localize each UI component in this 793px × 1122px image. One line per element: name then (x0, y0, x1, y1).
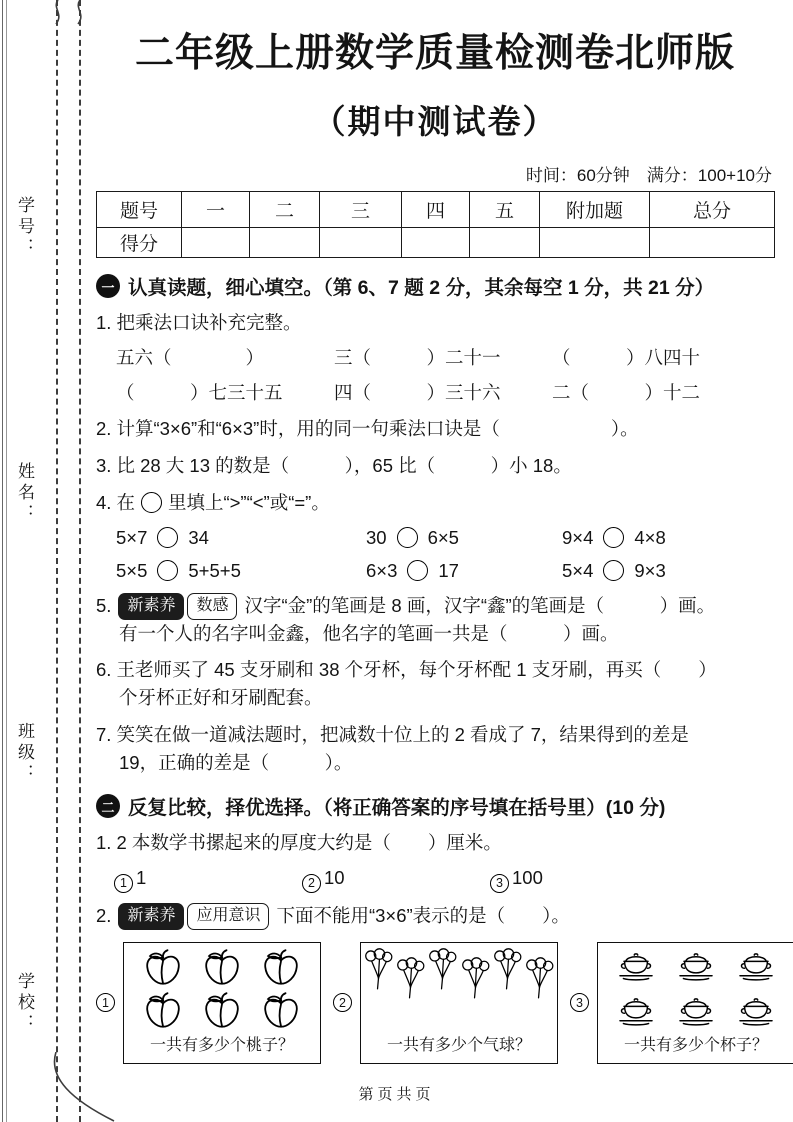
question-text: 汉字“金”的笔画是 8 画，汉字“鑫”的笔画是（ ）画。 (244, 594, 716, 616)
compare-circle-icon (157, 527, 178, 548)
score-table-col-total: 总分 (650, 192, 775, 228)
question-number: 2. (96, 904, 112, 926)
cup-icon (613, 950, 659, 982)
score-table (96, 191, 775, 258)
question-s2-1 (96, 829, 774, 893)
question-text: 2 本数学书摞起来的厚度大约是（ ）厘米。 (116, 832, 502, 854)
cup-icon (673, 950, 719, 982)
peach-icon (260, 990, 302, 1030)
score-table-col-3: 三 (320, 192, 402, 228)
fill-blank-row (96, 344, 774, 372)
figure-caption: 一共有多少个杯子？ (623, 1036, 768, 1054)
new-literacy-badge: 新素养 (118, 903, 184, 930)
binding-label-student-id: 学号： (15, 196, 34, 259)
balloon-bunch-icon (493, 948, 522, 991)
question-s1-2 (96, 415, 774, 443)
score-cell-empty (402, 228, 470, 258)
fill-blank-item: 三（ ）二十一 (334, 346, 501, 368)
compare-left: 6×3 (366, 559, 398, 581)
peach-icon (142, 990, 184, 1030)
figure-option-1 (96, 942, 321, 1064)
option-value: 1 (136, 867, 147, 888)
compare-item (366, 524, 562, 552)
question-line (96, 309, 774, 337)
cup-icon (733, 950, 779, 982)
compare-left: 5×4 (562, 559, 594, 581)
fill-blank-item: （ ）八四十 (552, 346, 701, 368)
balloon-bunch-icon (364, 948, 393, 991)
question-text: 把乘法口诀补充完整。 (116, 312, 302, 333)
balloon-bunch-icon (461, 957, 490, 1000)
figure-box-cups (597, 942, 793, 1064)
score-table-col-5: 五 (470, 192, 540, 228)
score-cell-empty (320, 228, 402, 258)
compare-circle-icon (603, 527, 624, 548)
peaches-illustration (124, 943, 320, 1034)
score-table-col-bonus: 附加题 (540, 192, 650, 228)
options-row (96, 864, 774, 893)
binding-label-school: 学校： (15, 972, 34, 1035)
balloons-illustration (361, 943, 557, 1034)
option-value: 10 (324, 867, 345, 888)
figure-box-peaches (123, 942, 321, 1064)
binding-label-class: 班级： (15, 722, 34, 785)
exam-title: 二年级上册数学质量检测卷北师版 (134, 32, 735, 75)
score-cell-empty (650, 228, 775, 258)
question-line: 个牙杯正好和牙刷配套。 (119, 687, 323, 708)
compare-right: 4×8 (634, 526, 666, 548)
option-item (302, 864, 490, 893)
compare-right: 6×5 (427, 526, 459, 548)
question-s1-7 (96, 721, 774, 777)
cup-icon (613, 995, 659, 1027)
binding-dashed-line (79, 0, 81, 1122)
question-text: 在 (116, 491, 135, 513)
question-text: 比 28 大 13 的数是（ ），65 比（ ）小 18。 (116, 455, 572, 476)
score-cell-empty (540, 228, 650, 258)
question-line (96, 489, 774, 517)
question-text: 笑笑在做一道减法题时，把减数十位上的 2 看成了 7，结果得到的差是 (116, 723, 689, 745)
question-text: 王老师买了 45 支牙刷和 38 个牙杯，每个牙杯配 1 支牙刷，再买（ ） (116, 659, 717, 681)
fill-blank-item: 二（ ）十二 (552, 381, 701, 403)
peach-icon (201, 990, 243, 1030)
question-line: 19，正确的差是（ ）。 (119, 751, 353, 773)
balloon-bunch-icon (525, 957, 554, 1000)
section1-header (96, 272, 774, 300)
figure-caption: 一共有多少个气球？ (386, 1036, 531, 1054)
compare-item (116, 524, 366, 552)
compare-item (116, 557, 366, 585)
binding-dashed-line (56, 0, 58, 1122)
figure-box-balloons (360, 942, 558, 1064)
question-number: 1. (96, 832, 112, 854)
question-s1-3 (96, 452, 774, 480)
fill-blank-item: 四（ ）三十六 (334, 381, 501, 403)
exam-content (96, 0, 774, 1064)
fill-blank-item: 五六（ ） (116, 346, 265, 368)
question-text: 下面不能用“3×6”表示的是（ ）。 (276, 904, 570, 926)
score-cell-empty (250, 228, 320, 258)
exam-subtitle: （期中测试卷） (312, 103, 558, 140)
compare-left: 30 (366, 526, 387, 548)
compare-left: 5×5 (116, 559, 148, 581)
score-cell-empty (182, 228, 250, 258)
question-text: 计算“3×6”和“6×3”时，用的同一句乘法口诀是（ ）。 (116, 418, 639, 440)
cup-icon (673, 995, 719, 1027)
score-table-score-row (97, 228, 775, 258)
page-edge-line (6, 0, 7, 1122)
question-s1-1 (96, 309, 774, 406)
question-s1-5 (96, 592, 774, 648)
compare-row (96, 526, 774, 550)
circled-number-icon: 1 (96, 993, 115, 1012)
compare-circle-icon (141, 492, 162, 513)
number-sense-badge: 数感 (187, 593, 237, 620)
option-value: 100 (512, 867, 543, 888)
compare-item (366, 557, 562, 585)
question-s1-4 (96, 489, 774, 583)
fill-blank-row (96, 379, 774, 407)
peach-icon (201, 947, 243, 987)
application-awareness-badge: 应用意识 (187, 903, 269, 930)
compare-right: 5+5+5 (188, 559, 241, 581)
compare-item (562, 557, 666, 585)
score-table-col-label: 题号 (97, 192, 182, 228)
time-score-info: 时间：60分钟 满分：100+10分 (525, 166, 772, 185)
score-table-col-4: 四 (402, 192, 470, 228)
compare-row (96, 559, 774, 583)
figure-row (96, 942, 774, 1064)
balloon-bunch-icon (396, 957, 425, 1000)
question-number: 6. (96, 659, 112, 681)
compare-right: 17 (438, 559, 459, 581)
compare-left: 5×7 (116, 526, 148, 548)
section2-header (96, 792, 774, 820)
compare-circle-icon (407, 560, 428, 581)
question-number: 5. (96, 594, 112, 616)
question-number: 7. (96, 723, 112, 745)
section2-number-icon: 二 (96, 794, 120, 818)
compare-item (562, 524, 666, 552)
binding-squiggle-icon (46, 0, 90, 26)
page-edge-line (2, 0, 3, 1122)
figure-option-3 (570, 942, 793, 1064)
circled-number-icon: 1 (114, 874, 133, 893)
page-footer: 第页共页 (358, 1086, 435, 1103)
section1-title: 认真读题，细心填空。（第 6、7 题 2 分，其余每空 1 分，共 21 分） (128, 277, 715, 299)
question-text: 里填上“>”“<”或“=”。 (167, 491, 330, 513)
binding-label-name: 姓名： (15, 462, 34, 525)
question-s1-6 (96, 656, 774, 712)
compare-circle-icon (603, 560, 624, 581)
peach-icon (260, 947, 302, 987)
question-number: 2. (96, 418, 112, 440)
section2-title: 反复比较，择优选择。（将正确答案的序号填在括号里）(10 分) (128, 797, 666, 820)
question-number: 3. (96, 455, 112, 476)
option-item (490, 864, 678, 893)
new-literacy-badge: 新素养 (118, 593, 184, 620)
circled-number-icon: 3 (490, 874, 509, 893)
circled-number-icon: 3 (570, 993, 589, 1012)
score-table-col-1: 一 (182, 192, 250, 228)
option-item (114, 864, 302, 893)
figure-option-2 (333, 942, 558, 1064)
balloon-bunch-icon (428, 948, 457, 991)
score-table-col-2: 二 (250, 192, 320, 228)
question-line (96, 829, 774, 857)
question-line (96, 721, 774, 749)
question-line: 有一个人的名字叫金鑫，他名字的笔画一共是（ ）画。 (119, 622, 619, 644)
question-number: 1. (96, 312, 112, 333)
cup-icon (733, 995, 779, 1027)
score-cell-empty (470, 228, 540, 258)
compare-circle-icon (397, 527, 418, 548)
figure-caption: 一共有多少个桃子？ (149, 1036, 294, 1054)
fill-blank-item: （ ）七三十五 (116, 381, 283, 403)
peach-icon (142, 947, 184, 987)
compare-left: 9×4 (562, 526, 594, 548)
question-line (96, 902, 774, 930)
question-s2-2 (96, 902, 774, 1064)
cups-illustration (598, 943, 793, 1034)
question-number: 4. (96, 491, 112, 513)
score-table-header-row (97, 192, 775, 228)
section1-number-icon: 一 (96, 274, 120, 298)
circled-number-icon: 2 (333, 993, 352, 1012)
compare-right: 9×3 (634, 559, 666, 581)
score-row-label: 得分 (97, 228, 182, 258)
circled-number-icon: 2 (302, 874, 321, 893)
compare-right: 34 (188, 526, 209, 548)
compare-circle-icon (157, 560, 178, 581)
question-line (96, 592, 774, 620)
question-line (96, 656, 774, 684)
